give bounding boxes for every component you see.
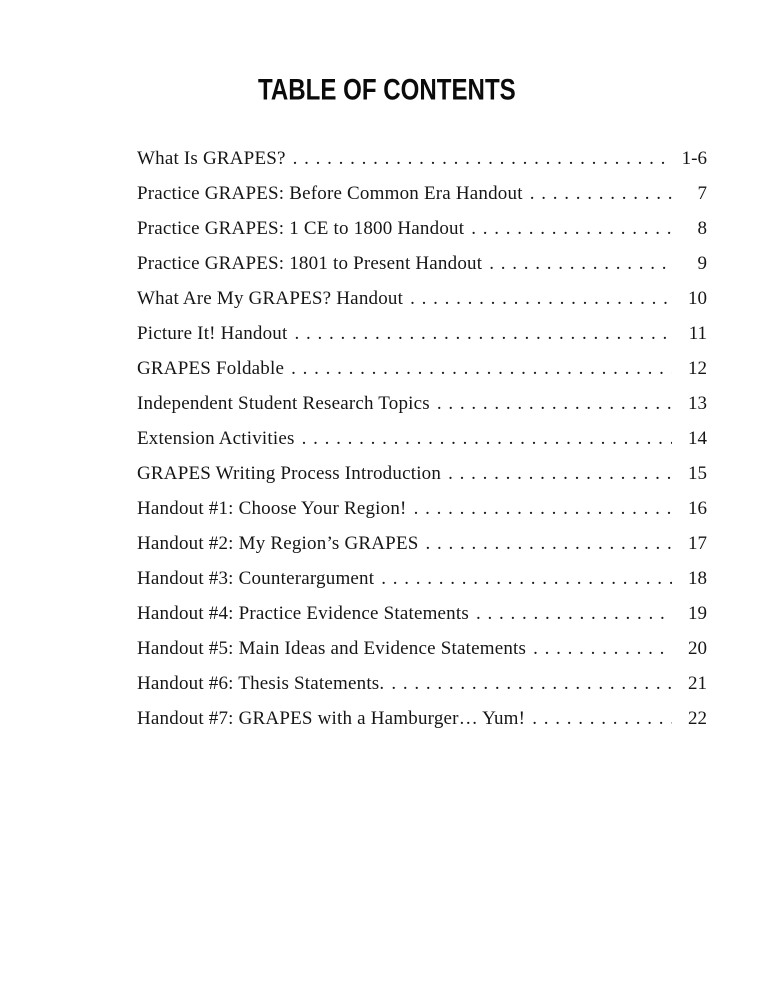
toc-entry-title: Practice GRAPES: Before Common Era Handout xyxy=(137,183,523,204)
toc-entry-page: 9 xyxy=(697,253,707,274)
toc-entry xyxy=(137,253,707,272)
dot-leader xyxy=(414,498,672,520)
dot-leader xyxy=(532,708,672,730)
toc-entry-page: 12 xyxy=(688,358,707,379)
toc-entry-title: Handout #6: Thesis Statements. xyxy=(137,673,385,694)
toc-entry-page: 17 xyxy=(688,533,707,554)
toc-entry xyxy=(137,393,707,412)
toc-entry-title: Handout #1: Choose Your Region! xyxy=(137,498,407,519)
dot-leader xyxy=(293,148,672,170)
toc-entry xyxy=(137,498,707,517)
toc-entry xyxy=(137,218,707,237)
dot-leader xyxy=(381,568,672,590)
dot-leader xyxy=(471,218,672,240)
toc-entry xyxy=(137,568,707,587)
dot-leader xyxy=(391,673,672,695)
toc-entry-page: 14 xyxy=(688,428,707,449)
dot-leader xyxy=(533,638,672,660)
toc-entry xyxy=(137,708,707,727)
dot-leader xyxy=(530,183,672,205)
toc-entry-page: 10 xyxy=(688,288,707,309)
toc-entry-page: 11 xyxy=(688,323,707,344)
toc-entry xyxy=(137,673,707,692)
toc-entry xyxy=(137,148,707,167)
dot-leader xyxy=(476,603,672,625)
toc-entry-page: 21 xyxy=(688,673,707,694)
toc-entry-title: Handout #5: Main Ideas and Evidence Statements xyxy=(137,638,527,659)
toc-entry-page: 13 xyxy=(688,393,707,414)
page-title-text: TABLE OF CONTENTS xyxy=(257,73,516,106)
toc-entry xyxy=(137,463,707,482)
toc-entry-title: Practice GRAPES: 1 CE to 1800 Handout xyxy=(137,218,465,239)
dot-leader xyxy=(294,323,672,345)
toc-entry-title: GRAPES Foldable xyxy=(137,358,285,379)
toc-entry-page: 15 xyxy=(688,463,707,484)
toc-entry xyxy=(137,288,707,307)
toc-entry-page: 22 xyxy=(688,708,707,729)
toc-entry-page: 1-6 xyxy=(681,148,707,169)
toc-entry-title: Independent Student Research Topics xyxy=(137,393,430,414)
toc-entry-title: Handout #3: Counterargument xyxy=(137,568,375,589)
toc-entry-page: 8 xyxy=(697,218,707,239)
toc-entry-title: What Is GRAPES? xyxy=(137,148,286,169)
dot-leader xyxy=(437,393,672,415)
toc-entry-page: 19 xyxy=(688,603,707,624)
dot-leader xyxy=(410,288,672,310)
toc-entry-page: 16 xyxy=(688,498,707,519)
dot-leader xyxy=(302,428,672,450)
toc-entry xyxy=(137,603,707,622)
dot-leader xyxy=(426,533,672,555)
toc-list xyxy=(137,148,707,727)
dot-leader xyxy=(489,253,672,275)
dot-leader xyxy=(291,358,672,380)
toc-entry-page: 18 xyxy=(688,568,707,589)
toc-entry xyxy=(137,323,707,342)
toc-entry xyxy=(137,428,707,447)
toc-entry-title: Extension Activities xyxy=(137,428,295,449)
toc-entry xyxy=(137,533,707,552)
dot-leader xyxy=(448,463,672,485)
toc-entry-title: GRAPES Writing Process Introduction xyxy=(137,463,442,484)
toc-entry-title: Practice GRAPES: 1801 to Present Handout xyxy=(137,253,483,274)
toc-entry xyxy=(137,638,707,657)
toc-entry-page: 20 xyxy=(688,638,707,659)
page-title xyxy=(0,74,773,106)
toc-entry xyxy=(137,183,707,202)
toc-entry-title: Handout #2: My Region’s GRAPES xyxy=(137,533,419,554)
toc-entry-title: Picture It! Handout xyxy=(137,323,288,344)
toc-entry-title: Handout #7: GRAPES with a Hamburger… Yum! xyxy=(137,708,526,729)
toc-entry xyxy=(137,358,707,377)
toc-entry-title: Handout #4: Practice Evidence Statements xyxy=(137,603,469,624)
toc-entry-page: 7 xyxy=(697,183,707,204)
toc-entry-title: What Are My GRAPES? Handout xyxy=(137,288,404,309)
